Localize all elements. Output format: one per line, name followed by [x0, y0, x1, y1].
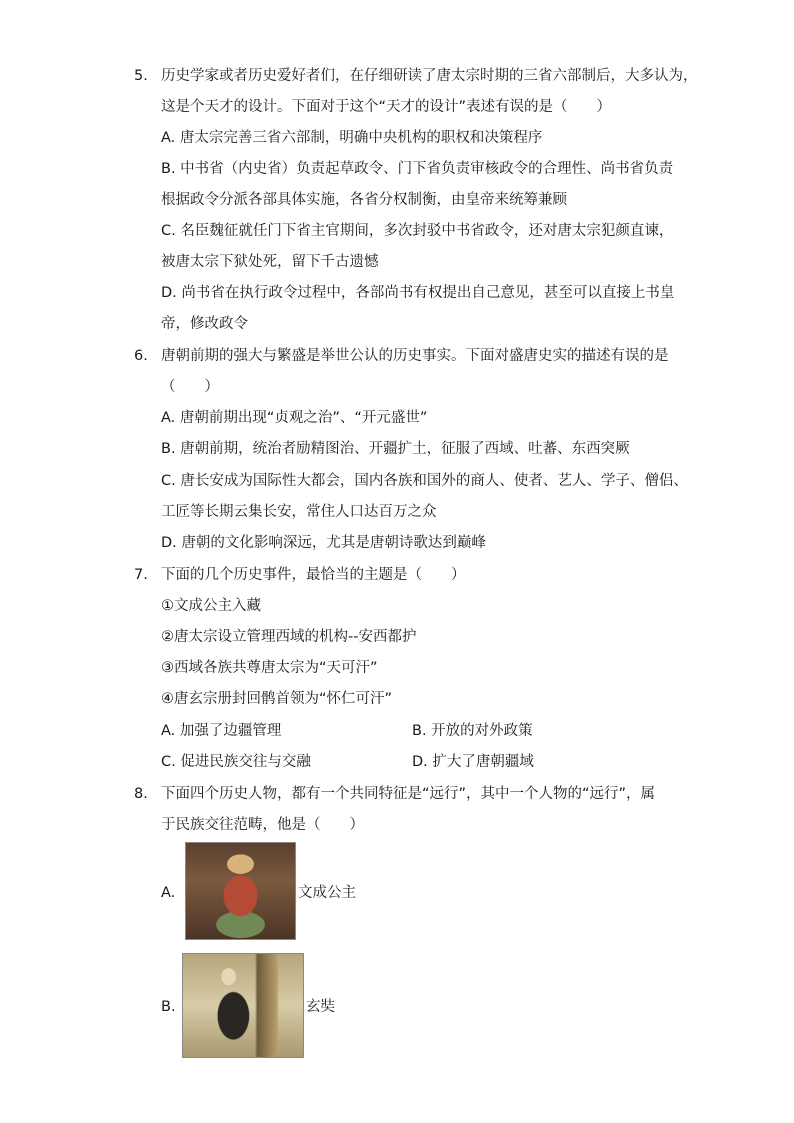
option-a-label: 文成公主 [298, 885, 356, 901]
question-number: 6. [134, 348, 148, 364]
option-a: A. 加强了边疆管理 [161, 723, 282, 739]
option-b: B. 开放的对外政策 [412, 723, 533, 739]
question-stem: 这是个天才的设计。下面对于这个“天才的设计”表述有误的是（ ） [161, 99, 612, 115]
portrait-image-xuanzang [182, 953, 304, 1058]
option-c: C. 促进民族交往与交融 [161, 754, 311, 770]
option-c: C. 名臣魏征就任门下省主官期间，多次封驳中书省政令，还对唐太宗犯颜直谏， [161, 223, 674, 239]
option-b-label: 玄奘 [306, 999, 335, 1015]
event-item: ④唐玄宗册封回鹘首领为“怀仁可汗” [161, 691, 393, 707]
option-d: D. 扩大了唐朝疆域 [412, 754, 534, 770]
option-c: 被唐太宗下狱处死，留下千古遗憾 [161, 254, 379, 270]
option-d: 帝，修改政令 [161, 316, 248, 332]
question-stem: 下面的几个历史事件，最恰当的主题是（ ） [161, 567, 466, 583]
question-stem: 下面四个历史人物，都有一个共同特征是“远行”，其中一个人物的“远行”，属 [161, 786, 656, 802]
event-item: ③西域各族共尊唐太宗为“天可汗” [161, 660, 378, 676]
question-number: 5. [134, 68, 148, 84]
question-stem: 唐朝前期的强大与繁盛是举世公认的历史事实。下面对盛唐史实的描述有误的是 [161, 348, 669, 364]
option-b: B. 中书省（内史省）负责起草政令、门下省负责审核政令的合理性、尚书省负责 [161, 161, 674, 177]
question-number: 7. [134, 567, 148, 583]
option-b-letter: B. [161, 999, 176, 1015]
event-item: ①文成公主入藏 [161, 598, 261, 614]
question-stem: （ ） [161, 379, 219, 395]
question-number: 8. [134, 786, 148, 802]
option-a: A. 唐太宗完善三省六部制，明确中央机构的职权和决策程序 [161, 130, 543, 146]
option-c: 工匠等长期云集长安，常住人口达百万之众 [161, 504, 437, 520]
event-item: ②唐太宗设立管理西域的机构--安西都护 [161, 629, 417, 645]
option-d: D. 唐朝的文化影响深远，尤其是唐朝诗歌达到巅峰 [161, 535, 486, 551]
option-b: 根据政令分派各部具体实施，各省分权制衡，由皇帝来统筹兼顾 [161, 192, 567, 208]
portrait-image-wencheng [185, 842, 296, 940]
question-stem: 于民族交往范畴，他是（ ） [161, 817, 364, 833]
question-stem: 历史学家或者历史爱好者们，在仔细研读了唐太宗时期的三省六部制后，大多认为， [161, 68, 698, 84]
option-b: B. 唐朝前期，统治者励精图治、开疆扩土，征服了西域、吐蕃、东西突厥 [161, 441, 630, 457]
option-a-letter: A. [161, 885, 176, 901]
option-c: C. 唐长安成为国际性大都会，国内各族和国外的商人、使者、艺人、学子、僧侣、 [161, 473, 688, 489]
option-d: D. 尚书省在执行政令过程中，各部尚书有权提出自己意见，甚至可以直接上书皇 [161, 285, 675, 301]
option-a: A. 唐朝前期出现“贞观之治”、“开元盛世” [161, 410, 428, 426]
